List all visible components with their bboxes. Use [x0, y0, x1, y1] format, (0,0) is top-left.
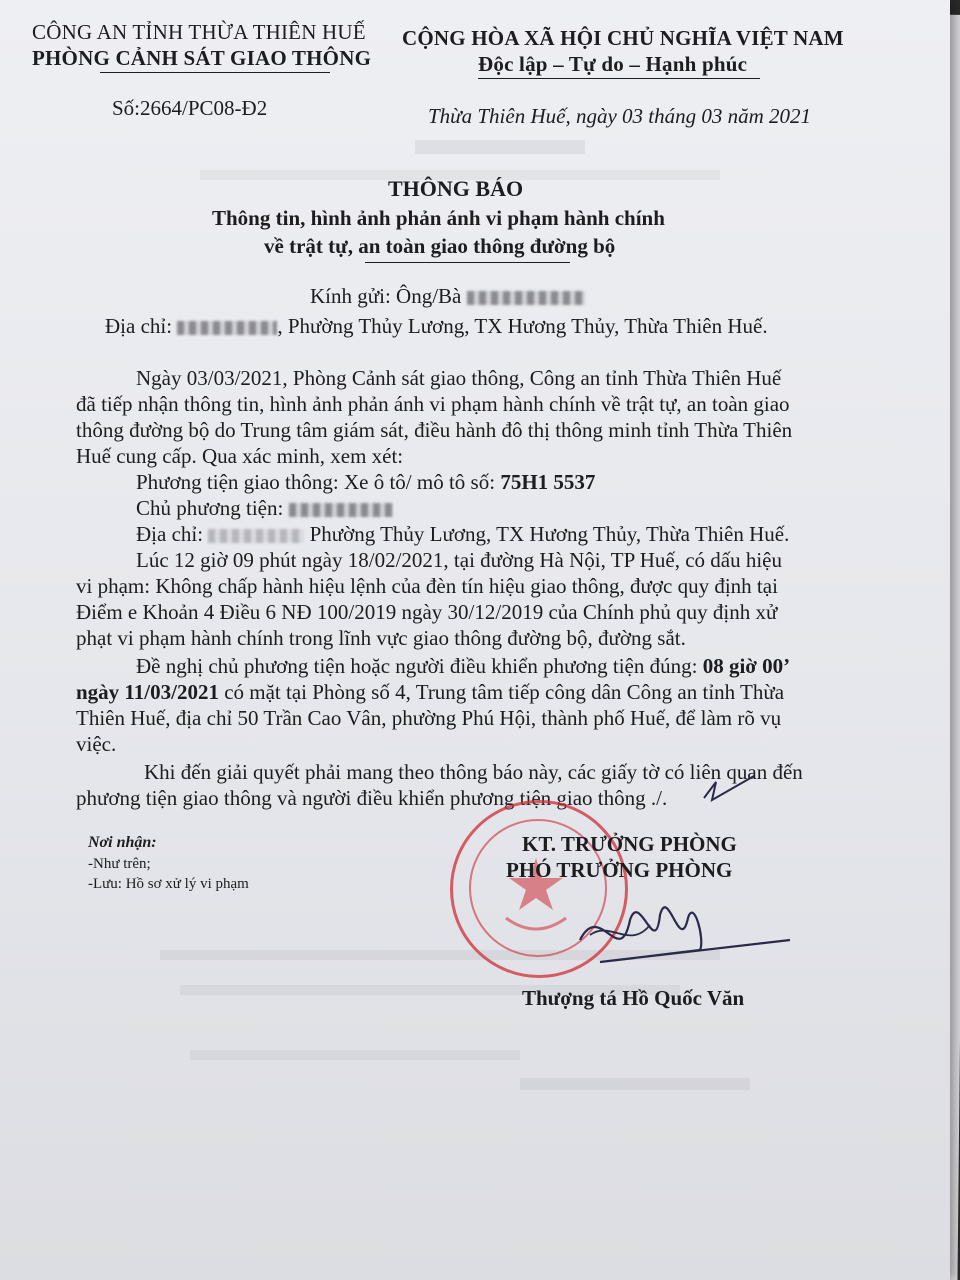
- vehicle-line: [136, 470, 595, 495]
- redacted-address: [177, 321, 277, 335]
- signer-name: Thượng tá Hồ Quốc Văn: [522, 986, 745, 1010]
- recipient-address-line: [105, 314, 768, 339]
- signature-title-2: PHÓ TRƯỞNG PHÒNG: [506, 858, 733, 882]
- document-subtitle-1: Thông tin, hình ảnh phản ánh vi phạm hành chính: [212, 206, 665, 230]
- bleed-through-mark: [520, 1078, 750, 1090]
- motto-underline: [478, 78, 760, 79]
- paragraph-line: thông đường bộ do Trung tâm giám sát, điều hành đô thị thông minh tỉnh Thừa Thiên: [76, 418, 793, 442]
- header-underline: [100, 72, 330, 73]
- document-subtitle-2: về trật tự, an toàn giao thông đường bộ: [264, 234, 616, 258]
- request-text: Đề nghị chủ phương tiện hoặc người điều khiển phương tiện đúng:: [136, 654, 698, 678]
- handwritten-signature: [560, 880, 800, 990]
- document-title: THÔNG BÁO: [388, 176, 524, 201]
- owner-address-line: [136, 522, 789, 547]
- owner-address-label: Địa chỉ:: [136, 522, 204, 546]
- paragraph-line: phạt vi phạm hành chính trong lĩnh vực giao thông đường bộ, đường sắt.: [76, 626, 686, 650]
- appointment-date: ngày 11/03/2021: [76, 680, 219, 704]
- paragraph-line: đã tiếp nhận thông tin, hình ảnh phản ánh vi phạm hành chính về trật tự, an toàn giao: [76, 392, 790, 416]
- owner-line: [136, 496, 393, 521]
- signature-title-1: KT. TRƯỞNG PHÒNG: [522, 832, 737, 856]
- greeting-line: [310, 284, 585, 309]
- paragraph-line: Ngày 03/03/2021, Phòng Cảnh sát giao thông, Công an tỉnh Thừa Thiên Huế: [136, 366, 782, 390]
- nation-motto: Độc lập – Tự do – Hạnh phúc: [478, 52, 748, 76]
- place-and-date: Thừa Thiên Huế, ngày 03 tháng 03 năm 2021: [428, 104, 812, 128]
- paragraph-line: Lúc 12 giờ 09 phút ngày 18/02/2021, tại đường Hà Nội, TP Huế, có dấu hiệu: [136, 548, 783, 572]
- appointment-time: 08 giờ 00’: [702, 654, 791, 678]
- paragraph-line: Khi đến giải quyết phải mang theo thông báo này, các giấy tờ có liên quan đến: [144, 760, 803, 784]
- address-rest: , Phường Thủy Lương, TX Hương Thủy, Thừa Thiên Huế.: [277, 314, 768, 338]
- paragraph-line: Điểm e Khoản 4 Điều 6 NĐ 100/2019 ngày 30/12/2019 của Chính phủ quy định xử: [76, 600, 778, 624]
- title-underline: [365, 262, 570, 263]
- bleed-through-mark: [190, 1050, 520, 1060]
- address-label: Địa chỉ:: [105, 314, 173, 338]
- paragraph-line: [136, 654, 790, 679]
- greeting-label: Kính gửi: Ông/Bà: [310, 284, 462, 308]
- redacted-recipient-name: [467, 291, 585, 305]
- paragraph-line: Huế cung cấp. Qua xác minh, xem xét:: [76, 444, 404, 468]
- nation-title: CỘNG HÒA XÃ HỘI CHỦ NGHĨA VIỆT NAM: [402, 26, 844, 50]
- license-plate: 75H1 5537: [500, 470, 596, 494]
- paragraph-line: việc.: [76, 732, 117, 756]
- owner-label: Chủ phương tiện:: [136, 496, 284, 520]
- recipients-label: Nơi nhận:: [88, 834, 157, 851]
- recipients-item: -Như trên;: [88, 856, 151, 872]
- paragraph-line: [76, 680, 784, 705]
- agency-name: CÔNG AN TỈNH THỪA THIÊN HUẾ: [32, 20, 366, 44]
- recipients-item: -Lưu: Hồ sơ xử lý vi phạm: [88, 876, 249, 892]
- paragraph-line: Thiên Huế, địa chỉ 50 Trần Cao Vân, phường Phú Hội, thành phố Huế, để làm rõ vụ: [76, 706, 782, 730]
- bleed-through-mark: [415, 140, 585, 154]
- paragraph-line: vi phạm: Không chấp hành hiệu lệnh của đèn tín hiệu giao thông, được quy định tại: [76, 574, 778, 598]
- redacted-owner-address: [208, 529, 304, 543]
- request-location: có mặt tại Phòng số 4, Trung tâm tiếp công dân Công an tỉnh Thừa: [224, 680, 785, 704]
- owner-address-rest: Phường Thủy Lương, TX Hương Thủy, Thừa Thiên Huế.: [309, 522, 790, 546]
- redacted-owner-name: [289, 503, 393, 517]
- department-name: PHÒNG CẢNH SÁT GIAO THÔNG: [32, 46, 372, 70]
- pen-stroke: [698, 772, 758, 806]
- paragraph-line: phương tiện giao thông và người điều khiển phương tiện giao thông ./.: [76, 786, 668, 810]
- document-number: Số:2664/PC08-Đ2: [112, 96, 268, 120]
- vehicle-label: Phương tiện giao thông: Xe ô tô/ mô tô số:: [136, 470, 496, 494]
